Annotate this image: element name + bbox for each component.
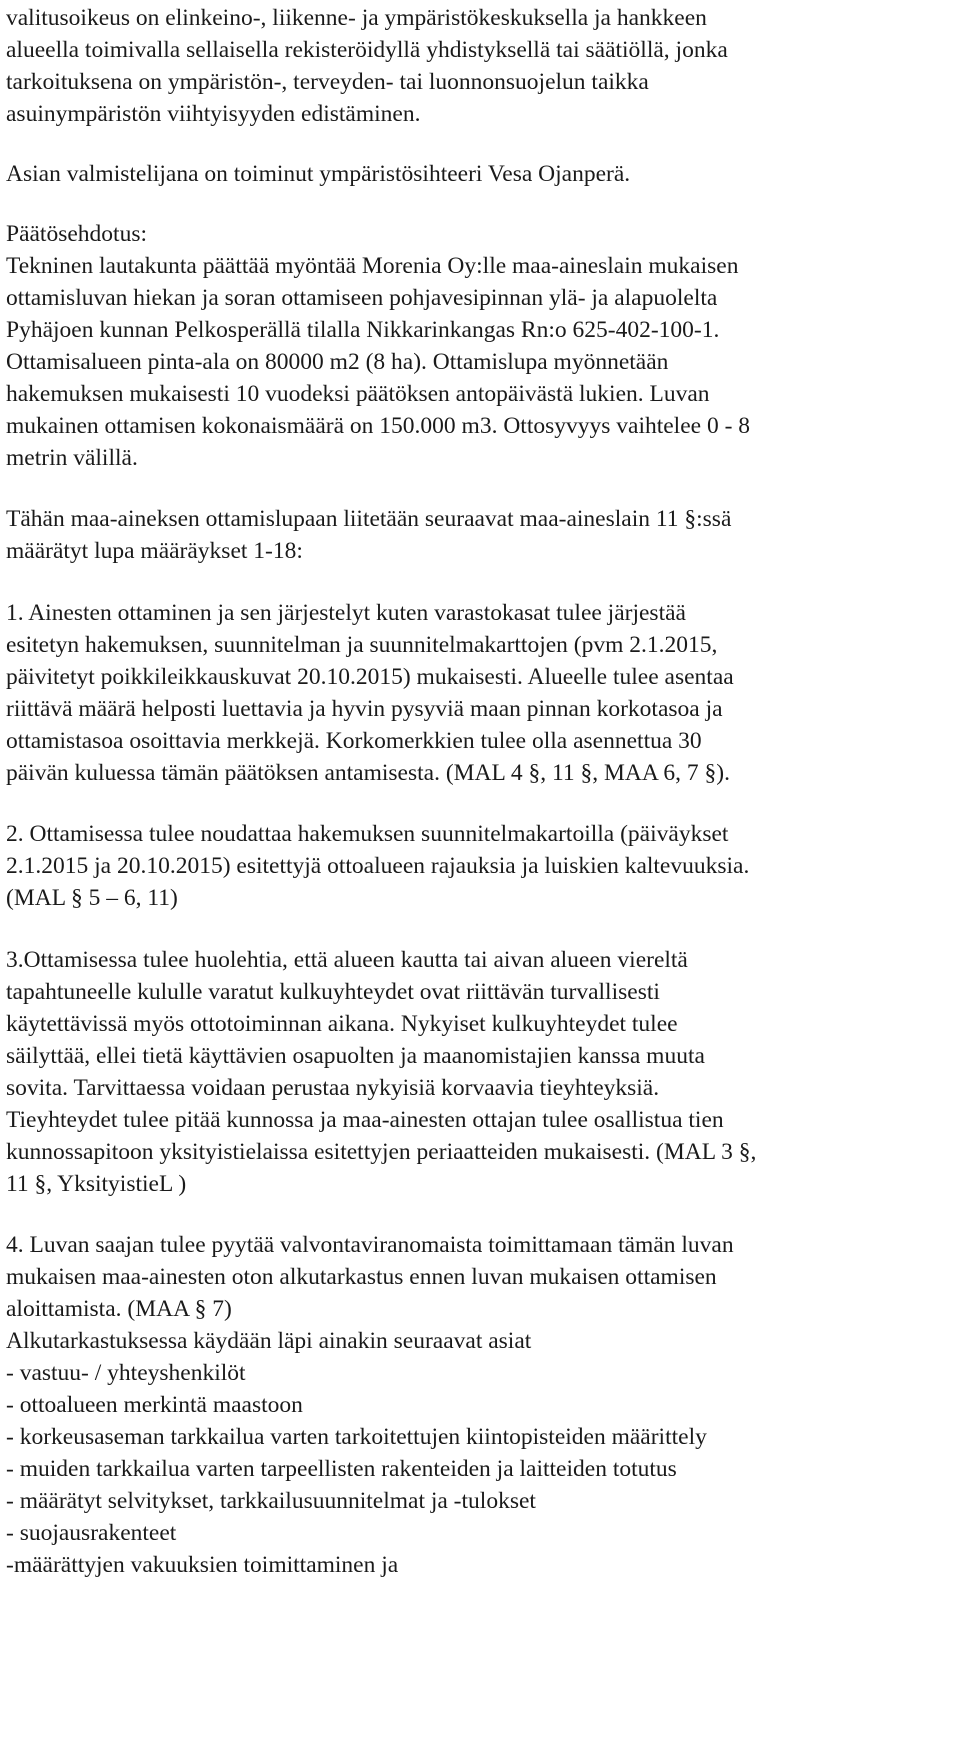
text-line: Alkutarkastuksessa käydään läpi ainakin seuraavat asiat: [6, 1328, 532, 1354]
text-line: ottamisluvan hiekan ja soran ottamiseen pohjavesipinnan ylä- ja alapuolelta: [6, 285, 718, 311]
list-item: - ottoalueen merkintä maastoon: [6, 1392, 303, 1418]
text-line: riittävä määrä helposti luettavia ja hyvin pysyviä maan pinnan korkotasoa ja: [6, 696, 723, 722]
text-line: 2.1.2015 ja 20.10.2015) esitettyjä ottoalueen rajauksia ja luiskien kaltevuuksia.: [6, 853, 750, 879]
text-line: tapahtuneelle kululle varatut kulkuyhteydet ovat riittävän turvallisesti: [6, 979, 660, 1005]
list-item: - muiden tarkkailua varten tarpeellisten rakenteiden ja laitteiden totutus: [6, 1456, 677, 1482]
text-line: alueella toimivalla sellaisella rekisteröidyllä yhdistyksellä tai säätiöllä, jonka: [6, 37, 728, 63]
text-line: 1. Ainesten ottaminen ja sen järjestelyt kuten varastokasat tulee järjestää: [6, 600, 686, 626]
text-line: kunnossapitoon yksityistielaissa esitettyjen periaatteiden mukaisesti. (MAL 3 §,: [6, 1139, 757, 1165]
list-item: -määrättyjen vakuuksien toimittaminen ja: [6, 1552, 399, 1578]
text-line: esitetyn hakemuksen, suunnitelman ja suunnitelmakarttojen (pvm 2.1.2015,: [6, 632, 718, 658]
text-line: päivitetyt poikkileikkauskuvat 20.10.2015) mukaisesti. Alueelle tulee asentaa: [6, 664, 734, 690]
text-line: Ottamisalueen pinta-ala on 80000 m2 (8 ha). Ottamislupa myönnetään: [6, 349, 669, 375]
list-item: - vastuu- / yhteyshenkilöt: [6, 1360, 246, 1386]
text-line: asuinympäristön viihtyisyyden edistäminen.: [6, 101, 421, 127]
text-line: Tekninen lautakunta päättää myöntää Morenia Oy:lle maa-aineslain mukaisen: [6, 253, 739, 279]
list-item: - määrätyt selvitykset, tarkkailusuunnitelmat ja -tulokset: [6, 1488, 536, 1514]
text-line: Asian valmistelijana on toiminut ympäristösihteeri Vesa Ojanperä.: [6, 161, 631, 187]
text-line: metrin välillä.: [6, 445, 138, 471]
text-line: valitusoikeus on elinkeino-, liikenne- ja ympäristökeskuksella ja hankkeen: [6, 5, 707, 31]
list-item: - suojausrakenteet: [6, 1520, 177, 1546]
text-line: 4. Luvan saajan tulee pyytää valvontaviranomaista toimittamaan tämän luvan: [6, 1232, 734, 1258]
text-line: mukainen ottamisen kokonaismäärä on 150.000 m3. Ottosyvyys vaihtelee 0 - 8: [6, 413, 751, 439]
text-line: 3.Ottamisessa tulee huolehtia, että alueen kautta tai aivan alueen vierеltä: [6, 947, 688, 973]
text-line: 11 §, YksityistieL ): [6, 1171, 187, 1197]
text-line: mukaisen maa-ainesten oton alkutarkastus ennen luvan mukaisen ottamisen: [6, 1264, 717, 1290]
text-line: Tähän maa-aineksen ottamislupaan liitetään seuraavat maa-aineslain 11 §:ssä: [6, 506, 732, 532]
text-line: ottamistasoa osoittavia merkkejä. Korkomerkkien tulee olla asennettua 30: [6, 728, 702, 754]
text-line: käytettävissä myös ottotoiminnan aikana. Nykyiset kulkuyhteydet tulee: [6, 1011, 678, 1037]
text-line: aloittamista. (MAA § 7): [6, 1296, 232, 1322]
text-line: määrätyt lupa määräykset 1-18:: [6, 538, 303, 564]
list-item: - korkeusaseman tarkkailua varten tarkoitettujen kiintopisteiden määrittely: [6, 1424, 707, 1450]
text-line: säilyttää, ellei tietä käyttävien osapuolten ja maanomistajien kanssa muuta: [6, 1043, 705, 1069]
text-line: (MAL § 5 – 6, 11): [6, 885, 178, 911]
text-line: sovita. Tarvittaessa voidaan perustaa nykyisiä korvaavia tieyhteyksiä.: [6, 1075, 660, 1101]
text-line: Pyhäjoen kunnan Pelkosperällä tilalla Nikkarinkangas Rn:o 625-402-100-1.: [6, 317, 720, 343]
text-line: tarkoituksena on ympäristön-, terveyden- tai luonnonsuojelun taikka: [6, 69, 649, 95]
text-line: Tieyhteydet tulee pitää kunnossa ja maa-ainesten ottajan tulee osallistua tien: [6, 1107, 724, 1133]
text-line: hakemuksen mukaisesti 10 vuodeksi päätöksen antopäivästä lukien. Luvan: [6, 381, 710, 407]
text-line: 2. Ottamisessa tulee noudattaa hakemuksen suunnitelmakartoilla (päiväykset: [6, 821, 729, 847]
section-heading: Päätösehdotus:: [6, 221, 147, 247]
text-line: päivän kuluessa tämän päätöksen antamisesta. (MAL 4 §, 11 §, MAA 6, 7 §).: [6, 760, 731, 786]
